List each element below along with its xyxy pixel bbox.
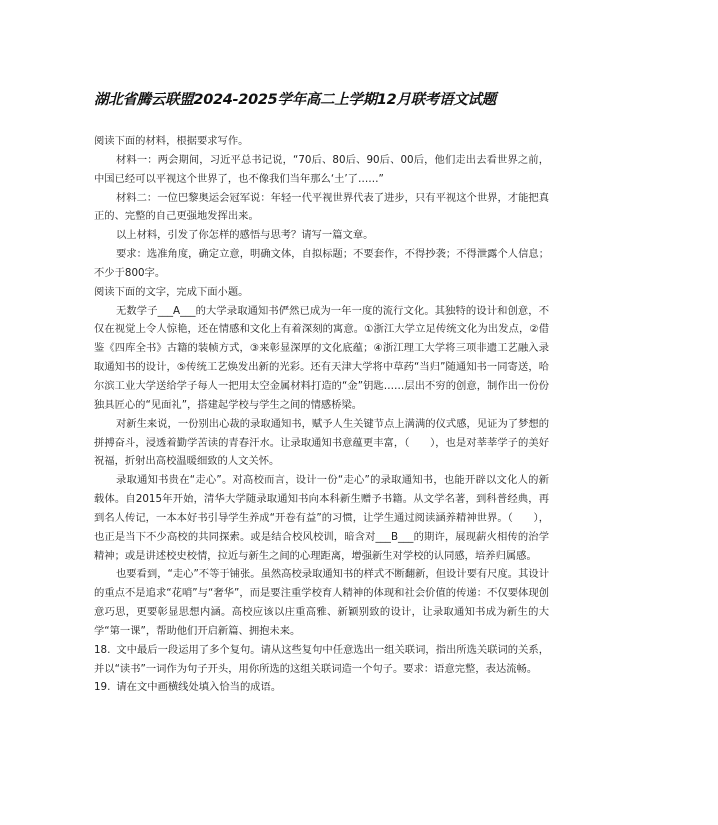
question-number: 18.: [94, 643, 111, 656]
paragraph-instruction: 阅读下面的材料，根据要求写作。: [94, 135, 249, 147]
question-number: 19.: [94, 681, 111, 694]
question-text: 请在文中画横线处填入恰当的成语。: [116, 681, 282, 694]
paragraph-prompt: 以上材料，引发了你怎样的感悟与思考？请写一篇文章。: [116, 229, 374, 242]
paragraph-passage-4: 也要看到，“走心”不等于铺张。虽然高校录取通知书的样式不断翻新，但设计要有尺度。其设计的重点不是追求“花哨”与“奢华”，而是要注重学校育人精神的体现和社会价值的传递：不仅要体现创意巧思，更要彰显思想内涵。高校应该以庄重高雅、新颖别致的设计，让录取通知书成为新生的大学“第一课”，帮助他们开启新篇、拥抱未来。: [94, 568, 549, 637]
question-19: [94, 678, 549, 697]
question-text: 文中最后一段运用了多个复句。请从这些复句中任意选出一组关联词，指出所选关联词的关系，并以“读书”一词作为句子开头，用你所选的这组关联词造一个句子。要求：语意完整，表达流畅。: [94, 643, 549, 675]
document-body: [94, 132, 549, 697]
paragraph-passage-3: 录取通知书贵在“走心”。对高校而言，设计一份“走心”的录取通知书，也能开辟以文化人的新载体。自2015年开始，清华大学随录取通知书向本科新生赠予书籍。从文学名著，到科普经典，再到名人传记，一本本好书引导学生养成“开卷有益”的习惯，让学生通过阅读涵养精神世界。（ ），也正是当下不少高校的共同探索。或是结合校风校训，暗含对___B___的期许，展现薪火相传的治学精神；或是讲述校史校情，拉近与新生之间的心理距离，增强新生对学校的认同感，培养归属感。: [94, 474, 549, 562]
paragraph-passage-1: 无数学子___A___的大学录取通知书俨然已成为一年一度的流行文化。其独特的设计和创意，不仅在视觉上令人惊艳，还在情感和文化上有着深刻的寓意。①浙江大学立足传统文化为出发点，②借鉴《四库全书》古籍的装帧方式，③来彰显深厚的文化底蕴；④浙江理工大学将三项非遗工艺融入录取通知书的设计，⑤传统工艺焕发出新的光彩。还有天津大学将中草药“当归”随通知书一同寄送，哈尔滨工业大学送给学子每人一把用太空金属材料打造的“金”钥匙……层出不穷的创意，制作出一份份独具匠心的“见面礼”，搭建起学校与学生之间的情感桥梁。: [94, 304, 549, 411]
paragraph-material-2: 材料二：一位巴黎奥运会冠军说：年轻一代平视世界代表了进步，只有平视这个世界，才能把真正的、完整的自己更强地发挥出来。: [94, 191, 549, 223]
paragraph-material-1: 材料一：两会期间，习近平总书记说，“70后、80后、90后、00后，他们走出去看世界之前，中国已经可以平视这个世界了，也不像我们当年那么‘土’了……”: [94, 153, 549, 185]
question-18: [94, 641, 549, 679]
paragraph-passage-2: 对新生来说，一份别出心裁的录取通知书，赋予人生关键节点上满满的仪式感，见证为了梦想的拼搏奋斗，浸透着勤学苦读的青春汗水。让录取通知书意蕴更丰富，（ ），也是对莘莘学子的美好祝福，折射出高校温暖细致的人文关怀。: [94, 417, 549, 468]
paragraph-requirements: 要求：选准角度，确定立意，明确文体，自拟标题；不要套作，不得抄袭；不得泄露个人信息；不少于800字。: [94, 248, 549, 279]
document-title: 湖北省腾云联盟2024-2025学年高二上学期12月联考语文试题: [94, 92, 496, 108]
paragraph-reading-instruction: 阅读下面的文字，完成下面小题。: [94, 285, 249, 298]
